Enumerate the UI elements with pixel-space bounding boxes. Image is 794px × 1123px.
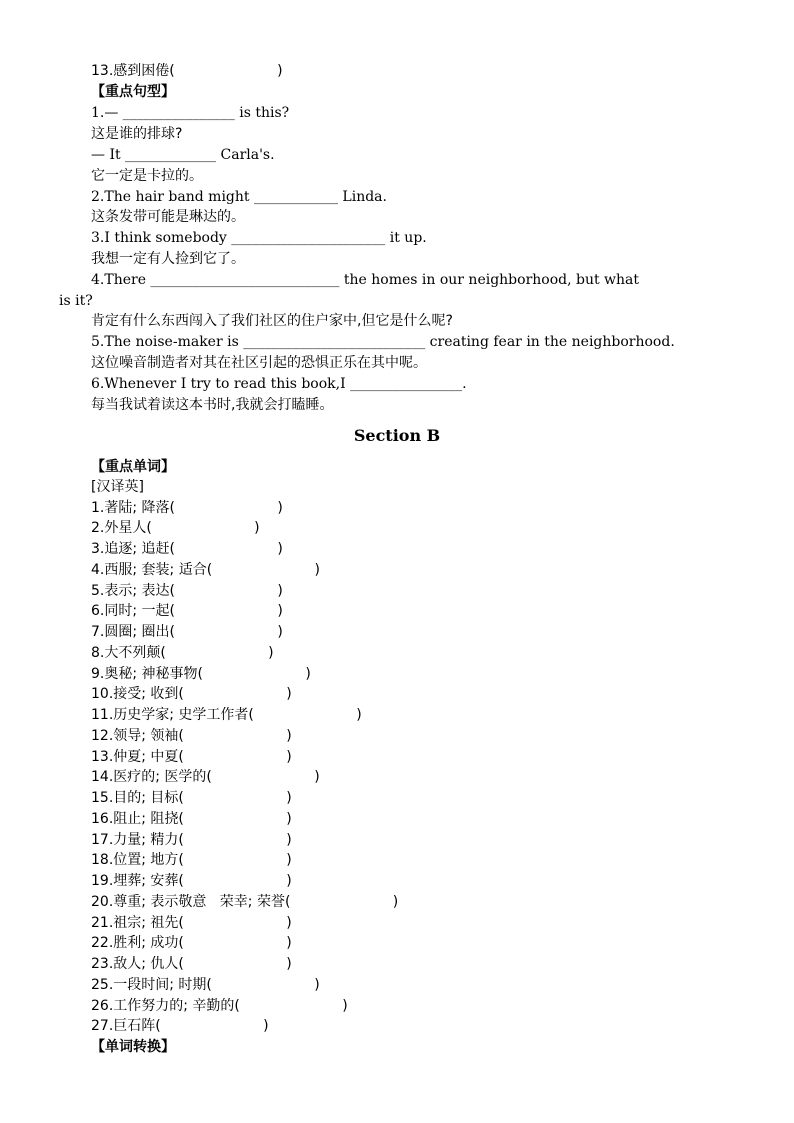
word-item: 3.追逐; 追赶( ) <box>91 541 283 557</box>
sentence-4-en: 4.There ___________________________ the homes in our neighborhood, but what <box>91 272 640 288</box>
word-item: 25.一段时间; 时期( ) <box>91 977 320 993</box>
sentence-1-zh: 这是谁的排球? <box>91 126 183 142</box>
sentence-1b-zh: 它一定是卡拉的。 <box>91 168 203 184</box>
word-item: 21.祖宗; 祖先( ) <box>91 915 292 931</box>
word-item: 13.仲夏; 中夏( ) <box>91 749 292 765</box>
key-sentences-heading: 【重点句型】 <box>91 84 175 100</box>
word-item: 18.位置; 地方( ) <box>91 852 292 868</box>
word-item: 7.圆圈; 圈出( ) <box>91 624 283 640</box>
sentence-5-en: 5.The noise-maker is __________________________ creating fear in the neighborhood. <box>91 334 675 350</box>
word-item: 12.领导; 领袖( ) <box>91 728 292 744</box>
sentence-1b-en: — It _____________ Carla's. <box>91 147 275 163</box>
sentence-2-zh: 这条发带可能是琳达的。 <box>91 209 245 225</box>
word-transform-heading: 【单词转换】 <box>91 1039 175 1055</box>
word-item: 22.胜利; 成功( ) <box>91 935 292 951</box>
key-words-heading: 【重点单词】 <box>91 459 175 475</box>
word-item: 6.同时; 一起( ) <box>91 603 283 619</box>
word-item: 11.历史学家; 史学工作者( ) <box>91 707 362 723</box>
sentence-4-zh: 肯定有什么东西闯入了我们社区的住户家中,但它是什么呢? <box>91 313 453 329</box>
word-item: 8.大不列颠( ) <box>91 645 274 661</box>
word-item: 27.巨石阵( ) <box>91 1018 269 1034</box>
item-13: 13.感到困倦( ) <box>91 63 283 79</box>
word-item: 10.接受; 收到( ) <box>91 686 292 702</box>
sentence-6-zh: 每当我试着读这本书时,我就会打瞌睡。 <box>91 397 334 413</box>
sentence-2-en: 2.The hair band might ____________ Linda. <box>91 189 387 205</box>
word-item: 15.目的; 目标( ) <box>91 790 292 806</box>
sentence-5-zh: 这位噪音制造者对其在社区引起的恐惧正乐在其中呢。 <box>91 355 427 371</box>
word-item: 1.著陆; 降落( ) <box>91 500 283 516</box>
sentence-1-en: 1.— ________________ is this? <box>91 105 290 121</box>
word-item: 2.外星人( ) <box>91 520 260 536</box>
sentence-6-en: 6.Whenever I try to read this book,I ________________. <box>91 376 467 392</box>
section-b-title: Section B <box>353 426 441 445</box>
translate-subheading: [汉译英] <box>91 479 144 495</box>
sentence-4-en-cont: is it? <box>59 293 93 309</box>
word-item: 20.尊重; 表示敬意 荣幸; 荣誉( ) <box>91 894 399 910</box>
word-item: 16.阻止; 阻挠( ) <box>91 811 292 827</box>
word-item: 19.埋葬; 安葬( ) <box>91 873 292 889</box>
sentence-3-en: 3.I think somebody ______________________ it up. <box>91 230 427 246</box>
word-item: 14.医疗的; 医学的( ) <box>91 769 320 785</box>
sentence-3-zh: 我想一定有人捡到它了。 <box>91 251 245 267</box>
word-item: 9.奥秘; 神秘事物( ) <box>91 666 311 682</box>
word-item: 4.西服; 套装; 适合( ) <box>91 562 320 578</box>
word-item: 17.力量; 精力( ) <box>91 832 292 848</box>
word-item: 5.表示; 表达( ) <box>91 583 283 599</box>
word-item: 23.敌人; 仇人( ) <box>91 956 292 972</box>
word-item: 26.工作努力的; 辛勤的( ) <box>91 998 348 1014</box>
